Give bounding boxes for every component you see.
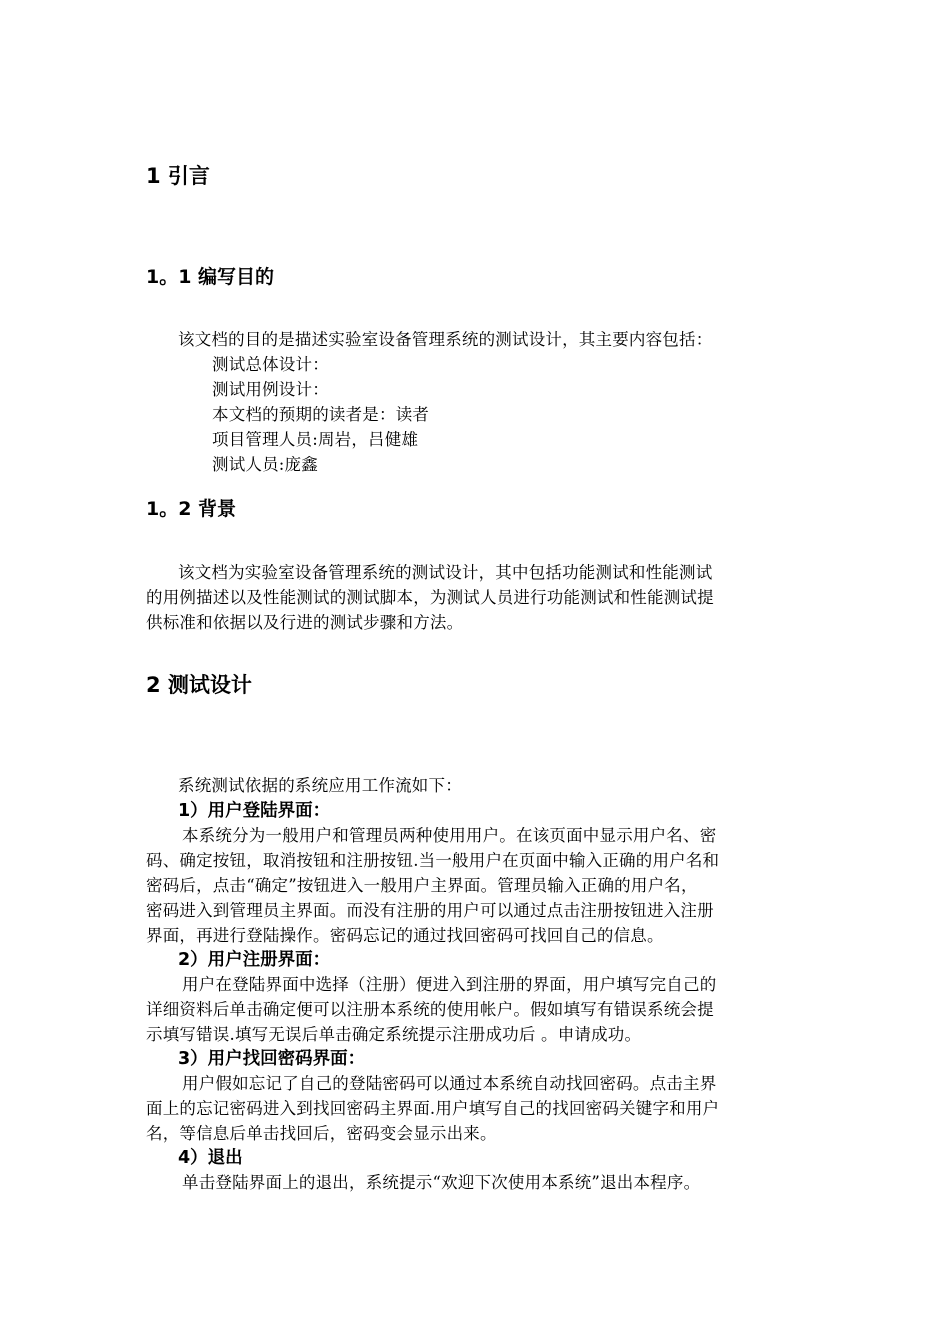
paragraph-line: 单击登陆界面上的退出，系统提示“欢迎下次使用本系统”退出本程序。 bbox=[182, 1173, 701, 1192]
paragraph-line: 测试用例设计： bbox=[212, 380, 329, 399]
paragraph-line: 本系统分为一般用户和管理员两种使用用户。在该页面中显示用户名、密 bbox=[182, 826, 717, 845]
section-1-2-title: 1。2 背景 bbox=[146, 498, 237, 520]
paragraph-line: 名，等信息后单击找回后，密码变会显示出来。 bbox=[146, 1124, 497, 1143]
section-1-title: 1 引言 bbox=[146, 164, 210, 188]
workflow-heading: 3）用户找回密码界面： bbox=[178, 1049, 366, 1069]
paragraph-line: 该文档为实验室设备管理系统的测试设计，其中包括功能测试和性能测试 bbox=[178, 563, 713, 582]
paragraph-line: 供标准和依据以及行进的测试步骤和方法。 bbox=[146, 613, 464, 632]
paragraph-line: 界面，再进行登陆操作。密码忘记的通过找回密码可找回自己的信息。 bbox=[146, 926, 664, 945]
paragraph-line: 详细资料后单击确定便可以注册本系统的使用帐户。假如填写有错误系统会提 bbox=[146, 1000, 714, 1019]
paragraph-line: 用户在登陆界面中选择（注册）便进入到注册的界面，用户填写完自己的 bbox=[182, 975, 717, 994]
paragraph-line: 用户假如忘记了自己的登陆密码可以通过本系统自动找回密码。点击主界 bbox=[182, 1074, 717, 1093]
paragraph-line: 码、确定按钮，取消按钮和注册按钮.当一般用户在页面中输入正确的用户名和 bbox=[146, 851, 720, 870]
paragraph-line: 密码进入到管理员主界面。而没有注册的用户可以通过点击注册按钮进入注册 bbox=[146, 901, 714, 920]
workflow-heading: 1）用户登陆界面： bbox=[178, 801, 331, 821]
workflow-heading: 4）退出 bbox=[178, 1148, 243, 1168]
paragraph-line: 密码后，点击“确定”按钮进入一般用户主界面。管理员输入正确的用户名， bbox=[146, 876, 698, 895]
paragraph-line: 示填写错误.填写无误后单击确定系统提示注册成功后 。申请成功。 bbox=[146, 1025, 642, 1044]
paragraph-line: 测试总体设计： bbox=[212, 355, 329, 374]
paragraph-line: 本文档的预期的读者是：读者 bbox=[212, 405, 430, 424]
paragraph-line: 的用例描述以及性能测试的测试脚本，为测试人员进行功能测试和性能测试提 bbox=[146, 588, 714, 607]
paragraph-line: 面上的忘记密码进入到找回密码主界面.用户填写自己的找回密码关键字和用户 bbox=[146, 1099, 720, 1118]
paragraph-line: 测试人员:庞鑫 bbox=[212, 455, 318, 474]
section-1-1-title: 1。1 编写目的 bbox=[146, 266, 275, 288]
intro-line: 系统测试依据的系统应用工作流如下： bbox=[178, 776, 462, 795]
section-2-title: 2 测试设计 bbox=[146, 673, 252, 697]
paragraph-line: 项目管理人员:周岩，吕健雄 bbox=[212, 430, 419, 449]
workflow-heading: 2）用户注册界面： bbox=[178, 950, 331, 970]
paragraph-line: 该文档的目的是描述实验室设备管理系统的测试设计，其主要内容包括： bbox=[178, 330, 713, 349]
